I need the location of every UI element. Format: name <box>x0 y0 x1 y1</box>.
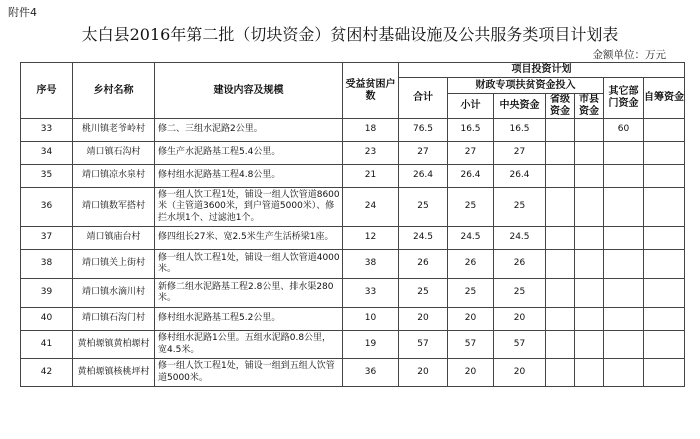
cell-total: 25 <box>399 279 448 308</box>
cell-self-raised <box>644 250 685 279</box>
header-content: 建设内容及规模 <box>155 63 343 119</box>
cell-village: 靖口镇凉水泉村 <box>73 165 155 188</box>
cell-central: 26 <box>494 250 546 279</box>
cell-other-dept <box>604 279 644 308</box>
cell-households: 18 <box>343 119 399 142</box>
cell-self-raised <box>644 119 685 142</box>
cell-village: 桃川镇老爷岭村 <box>73 119 155 142</box>
header-investment-plan: 项目投资计划 <box>399 63 685 78</box>
cell-self-raised <box>644 308 685 331</box>
cell-seq: 33 <box>21 119 73 142</box>
cell-content: 新修二组水泥路基工程2.8公里、排水渠280米。 <box>155 279 343 308</box>
cell-content: 修村组水泥路基工程5.2公里。 <box>155 308 343 331</box>
cell-subtotal: 20 <box>448 308 494 331</box>
cell-provincial <box>546 308 575 331</box>
cell-content: 修二、三组水泥路2公里。 <box>155 119 343 142</box>
cell-subtotal: 25 <box>448 188 494 227</box>
header-other-dept: 其它部门资金 <box>604 78 644 119</box>
amount-unit-label: 金额单位：万元 <box>592 49 666 61</box>
cell-village: 靖口镇石沟村 <box>73 142 155 165</box>
cell-village: 靖口镇关上街村 <box>73 250 155 279</box>
cell-self-raised <box>644 165 685 188</box>
cell-total: 26.4 <box>399 165 448 188</box>
cell-city-county <box>575 331 604 359</box>
cell-other-dept <box>604 308 644 331</box>
cell-total: 24.5 <box>399 227 448 250</box>
cell-households: 10 <box>343 308 399 331</box>
cell-content: 修四组长27米、宽2.5米生产生活桥梁1座。 <box>155 227 343 250</box>
cell-central: 24.5 <box>494 227 546 250</box>
cell-village: 靖口镇庙台村 <box>73 227 155 250</box>
cell-seq: 36 <box>21 188 73 227</box>
cell-village: 黄柏塬镇核桃坪村 <box>73 359 155 387</box>
cell-central: 25 <box>494 188 546 227</box>
cell-central: 27 <box>494 142 546 165</box>
cell-content: 修村组水泥路1公里。五组水泥路0.8公里，宽4.5米。 <box>155 331 343 359</box>
cell-village: 黄柏塬镇黄柏塬村 <box>73 331 155 359</box>
cell-subtotal: 25 <box>448 279 494 308</box>
header-provincial: 省级资金 <box>546 94 575 119</box>
table-row <box>21 308 685 331</box>
header-central: 中央资金 <box>494 94 546 119</box>
table-row <box>21 165 685 188</box>
table-row <box>21 119 685 142</box>
cell-village: 靖口镇数军搭村 <box>73 188 155 227</box>
cell-total: 25 <box>399 188 448 227</box>
cell-content: 修村组水泥路基工程4.8公里。 <box>155 165 343 188</box>
cell-seq: 34 <box>21 142 73 165</box>
cell-central: 16.5 <box>494 119 546 142</box>
attachment-label: 附件4 <box>8 6 37 19</box>
cell-city-county <box>575 119 604 142</box>
cell-other-dept <box>604 359 644 387</box>
cell-other-dept <box>604 227 644 250</box>
cell-village: 靖口镇石沟门村 <box>73 308 155 331</box>
cell-city-county <box>575 142 604 165</box>
cell-households: 23 <box>343 142 399 165</box>
table-row <box>21 188 685 227</box>
header-fiscal-funds: 财政专项扶贫资金投入 <box>448 78 604 94</box>
cell-central: 57 <box>494 331 546 359</box>
cell-households: 21 <box>343 165 399 188</box>
cell-households: 33 <box>343 279 399 308</box>
cell-provincial <box>546 119 575 142</box>
cell-provincial <box>546 250 575 279</box>
cell-provincial <box>546 188 575 227</box>
cell-total: 20 <box>399 359 448 387</box>
header-self-raised: 自筹资金 <box>644 78 685 119</box>
cell-provincial <box>546 165 575 188</box>
header-subtotal: 小计 <box>448 94 494 119</box>
project-plan-table <box>20 62 685 387</box>
cell-total: 27 <box>399 142 448 165</box>
table-row <box>21 250 685 279</box>
cell-total: 57 <box>399 331 448 359</box>
cell-city-county <box>575 359 604 387</box>
cell-households: 38 <box>343 250 399 279</box>
cell-total: 26 <box>399 250 448 279</box>
cell-content: 修一组人饮工程1处，铺设一组到五组人饮管道5000米。 <box>155 359 343 387</box>
table-row <box>21 227 685 250</box>
cell-self-raised <box>644 227 685 250</box>
cell-subtotal: 27 <box>448 142 494 165</box>
cell-self-raised <box>644 359 685 387</box>
cell-households: 24 <box>343 188 399 227</box>
cell-subtotal: 20 <box>448 359 494 387</box>
cell-provincial <box>546 331 575 359</box>
cell-city-county <box>575 308 604 331</box>
cell-subtotal: 16.5 <box>448 119 494 142</box>
header-households: 受益贫困户数 <box>343 63 399 119</box>
cell-seq: 40 <box>21 308 73 331</box>
cell-central: 25 <box>494 279 546 308</box>
table-row <box>21 142 685 165</box>
cell-provincial <box>546 279 575 308</box>
cell-city-county <box>575 250 604 279</box>
cell-other-dept <box>604 331 644 359</box>
cell-provincial <box>546 142 575 165</box>
cell-households: 36 <box>343 359 399 387</box>
cell-central: 20 <box>494 308 546 331</box>
cell-self-raised <box>644 142 685 165</box>
header-total: 合计 <box>399 78 448 119</box>
cell-central: 20 <box>494 359 546 387</box>
cell-other-dept <box>604 142 644 165</box>
cell-total: 76.5 <box>399 119 448 142</box>
table-body <box>21 119 685 387</box>
cell-provincial <box>546 359 575 387</box>
header-seq: 序号 <box>21 63 73 119</box>
page-title: 太白县2016年第二批（切块资金）贫困村基础设施及公共服务类项目计划表 <box>81 25 619 44</box>
cell-seq: 41 <box>21 331 73 359</box>
cell-other-dept <box>604 165 644 188</box>
header-village: 乡村名称 <box>73 63 155 119</box>
cell-seq: 42 <box>21 359 73 387</box>
cell-central: 26.4 <box>494 165 546 188</box>
cell-village: 靖口镇水滴川村 <box>73 279 155 308</box>
cell-seq: 39 <box>21 279 73 308</box>
cell-self-raised <box>644 279 685 308</box>
cell-city-county <box>575 188 604 227</box>
cell-other-dept <box>604 188 644 227</box>
cell-self-raised <box>644 188 685 227</box>
cell-subtotal: 24.5 <box>448 227 494 250</box>
cell-provincial <box>546 227 575 250</box>
cell-seq: 35 <box>21 165 73 188</box>
cell-city-county <box>575 165 604 188</box>
cell-subtotal: 26.4 <box>448 165 494 188</box>
header-city-county: 市县资金 <box>575 94 604 119</box>
cell-other-dept: 60 <box>604 119 644 142</box>
cell-seq: 37 <box>21 227 73 250</box>
cell-city-county <box>575 227 604 250</box>
cell-total: 20 <box>399 308 448 331</box>
cell-other-dept <box>604 250 644 279</box>
cell-households: 12 <box>343 227 399 250</box>
cell-subtotal: 26 <box>448 250 494 279</box>
cell-subtotal: 57 <box>448 331 494 359</box>
cell-seq: 38 <box>21 250 73 279</box>
cell-city-county <box>575 279 604 308</box>
cell-content: 修一组人饮工程1处，铺设一组人饮管道8600米（主管道3600米，到户管道5000米）、修拦水坝1个、过滤池1个。 <box>155 188 343 227</box>
table-row <box>21 279 685 308</box>
cell-content: 修一组人饮工程1处，铺设一组人饮管道4000米。 <box>155 250 343 279</box>
cell-content: 修生产水泥路基工程5.4公里。 <box>155 142 343 165</box>
table-row <box>21 331 685 359</box>
table-row <box>21 359 685 387</box>
cell-households: 19 <box>343 331 399 359</box>
cell-self-raised <box>644 331 685 359</box>
